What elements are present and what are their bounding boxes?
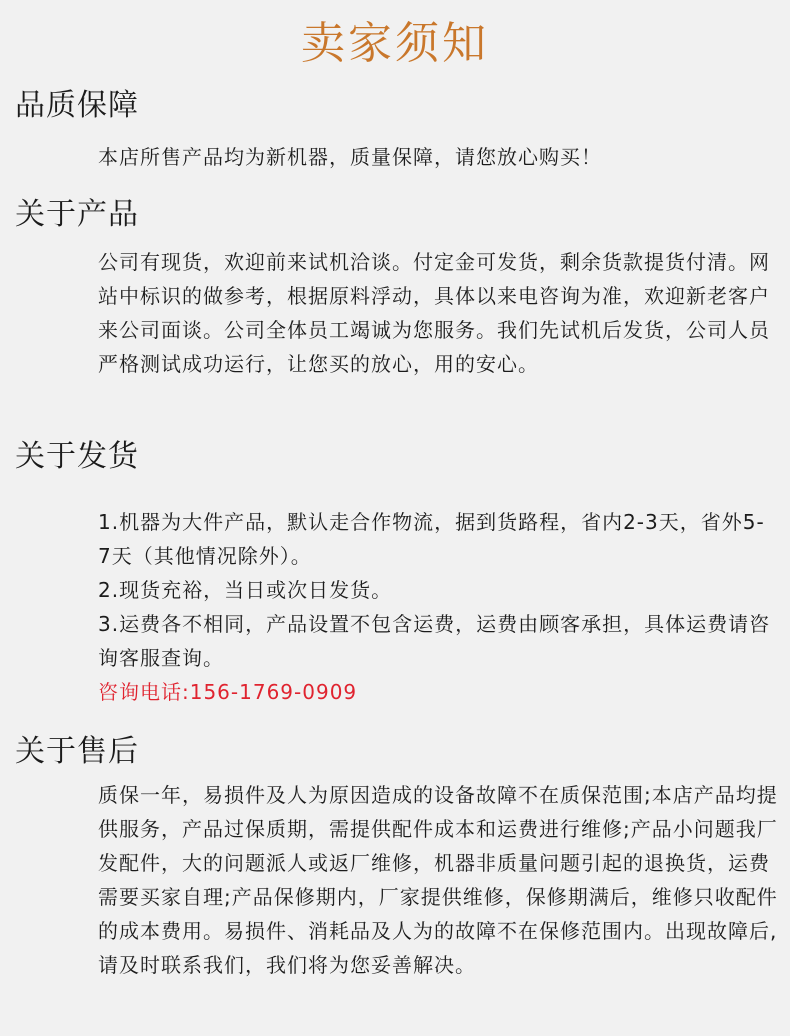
section-body-product: 公司有现货，欢迎前来试机洽谈。付定金可发货，剩余货款提货付清。网站中标识的做参考，根据原料浮动，具体以来电咨询为准，欢迎新老客户来公司面谈。公司全体员工竭诚为您服务。我们先试机后发货，公司人员严格测试成功运行，让您买的放心，用的安心。 (98, 250, 770, 376)
section-heading-shipping: 关于发货 (15, 439, 139, 474)
shipping-item-3: 3.运费各不相同，产品设置不包含运费，运费由顾客承担，具体运费请咨询客服查询。 (98, 612, 771, 670)
contact-phone: 咨询电话:156-1769-0909 (98, 680, 358, 704)
shipping-item-2: 2.现货充裕，当日或次日发货。 (98, 578, 393, 602)
section-heading-product: 关于产品 (15, 197, 139, 232)
section-body-after-sales: 质保一年，易损件及人为原因造成的设备故障不在质保范围;本店产品均提供服务，产品过保质期，需提供配件成本和运费进行维修;产品小问题我厂发配件，大的问题派人或返厂维修，机器非质量问题引起的退换货，运费需要买家自理;产品保修期内，厂家提供维修，保修期满后，维修只收配件的成本费用。易损件、消耗品及人为的故障不在保修范围内。出现故障后,请及时联系我们，我们将为您妥善解决。 (98, 783, 778, 977)
section-heading-after-sales: 关于售后 (15, 734, 139, 769)
section-heading-quality: 品质保障 (15, 88, 139, 123)
shipping-item-1: 1.机器为大件产品，默认走合作物流，据到货路程，省内2-3天，省外5-7天（其他情况除外）。 (98, 510, 765, 568)
page-title: 卖家须知 (301, 18, 489, 69)
section-body-quality: 本店所售产品均为新机器，质量保障，请您放心购买！ (98, 145, 602, 169)
